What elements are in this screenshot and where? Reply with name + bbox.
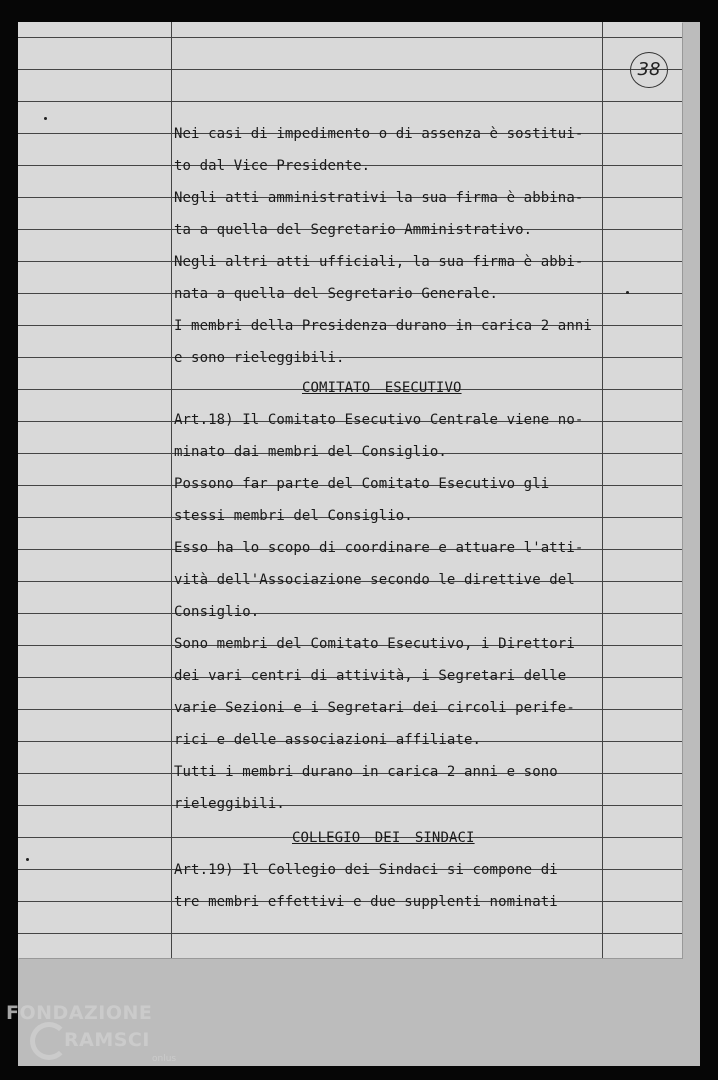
archive-watermark xyxy=(6,1002,206,1072)
ink-speck xyxy=(44,117,47,120)
text-line: Consiglio. xyxy=(174,604,260,620)
watermark-g-logo-icon xyxy=(30,1022,68,1060)
text-line: rici e delle associazioni affiliate. xyxy=(174,732,482,748)
text-line: vità dell'Associazione secondo le direttive del xyxy=(174,572,575,588)
text-line: Negli atti amministrativi la sua firma è abbina- xyxy=(174,190,584,206)
text-line: Art.18) Il Comitato Esecutivo Centrale viene no- xyxy=(174,412,584,428)
watermark-line2: RAMSCI xyxy=(64,1029,150,1051)
text-line: e sono rieleggibili. xyxy=(174,350,345,366)
text-line: ta a quella del Segretario Amministrativo. xyxy=(174,222,533,238)
right-margin-rule xyxy=(602,22,603,958)
text-line: Art.19) Il Collegio dei Sindaci si compone di xyxy=(174,862,558,878)
text-line: to dal Vice Presidente. xyxy=(174,158,371,174)
text-line: dei vari centri di attività, i Segretari delle xyxy=(174,668,567,684)
text-line: varie Sezioni e i Segretari dei circoli perife- xyxy=(174,700,575,716)
text-line: Sono membri del Comitato Esecutivo, i Direttori xyxy=(174,636,575,652)
ink-speck xyxy=(26,858,29,861)
left-margin-rule xyxy=(171,22,172,958)
text-line: Tutti i membri durano in carica 2 anni e sono xyxy=(174,764,558,780)
text-line: tre membri effettivi e due supplenti nominati xyxy=(174,894,558,910)
text-line: Possono far parte del Comitato Esecutivo gli xyxy=(174,476,550,492)
text-line: I membri della Presidenza durano in carica 2 anni xyxy=(174,318,592,334)
watermark-onlus: onlus xyxy=(152,1054,177,1064)
ink-speck xyxy=(626,291,629,294)
text-line: nata a quella del Segretario Generale. xyxy=(174,286,499,302)
watermark-line1: FONDAZIONE xyxy=(6,1002,153,1024)
text-line: Nei casi di impedimento o di assenza è sostitui- xyxy=(174,126,584,142)
text-line: Esso ha lo scopo di coordinare e attuare l'atti- xyxy=(174,540,584,556)
text-line: stessi membri del Consiglio. xyxy=(174,508,413,524)
text-line: Negli altri atti ufficiali, la sua firma è abbi- xyxy=(174,254,584,270)
text-line: rieleggibili. xyxy=(174,796,285,812)
text-line: minato dai membri del Consiglio. xyxy=(174,444,447,460)
section-heading-comitato: COMITATO ESECUTIVO xyxy=(302,380,462,396)
section-heading-collegio: COLLEGIO DEI SINDACI xyxy=(292,830,475,846)
page-number: 38 xyxy=(630,52,668,88)
